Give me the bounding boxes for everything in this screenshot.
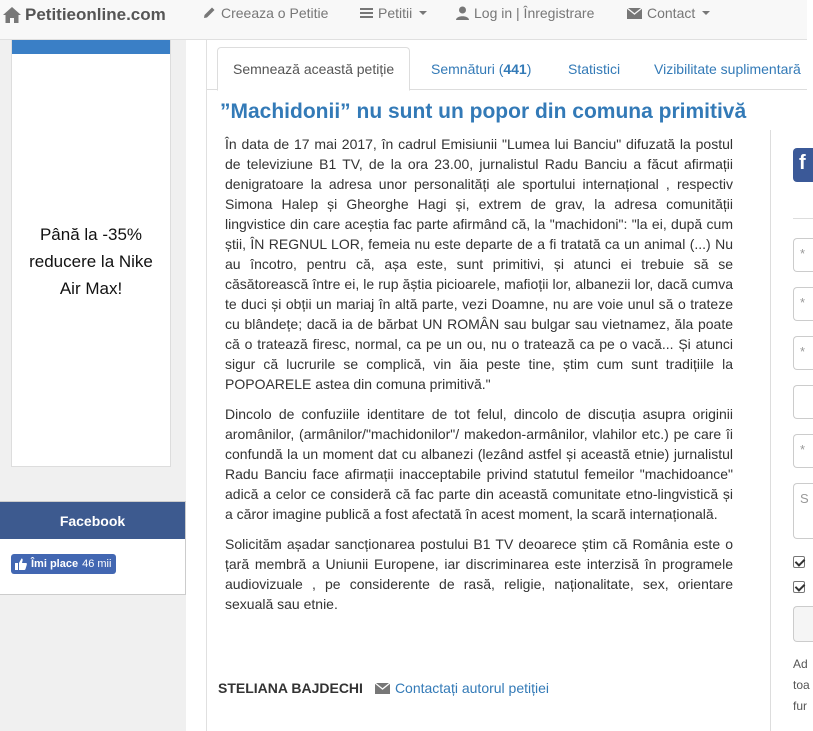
- user-icon: [456, 6, 469, 20]
- signature-form-partial: [770, 130, 810, 731]
- chevron-down-icon: [419, 11, 427, 15]
- thumbs-up-icon: [15, 558, 27, 570]
- form-textarea[interactable]: S: [793, 483, 813, 539]
- column-divider: [206, 40, 207, 731]
- facebook-connect-button[interactable]: f: [793, 148, 813, 182]
- envelope-icon: [627, 8, 642, 19]
- tab-signatures-count: 441: [503, 60, 527, 77]
- tab-signatures-prefix: Semnături (: [431, 60, 504, 77]
- nav-login[interactable]: [456, 4, 594, 22]
- petition-paragraph: Dincolo de confuziile identitare de tot felul, dincolo de discuția asupra originii aromânilor, (armânilor/"machidonilor"/ makedon-armânilor, vlahilor etc.) pe care îi confundă la un moment dat cu albanezi (lezând astfel și această etnie) jurnalistul Radu Banciu face afirmații inacceptabile privind statutul femeilor "machidoance" adică a celor ce consideră că fac parte din această comunitate etno-lingvistică și a căror imagine publică a fost afectată în acest moment, la scară internațională.: [225, 406, 733, 522]
- petition-paragraph: Solicităm așadar sancționarea postului B1 TV deoarece știm că România este o țară membră a Uniunii Europene, iar discriminarea este interzisă în programele audiovizuale , pe considerente de rasă, religie, naționalitate, sex, orientare sexuală sau etnie.: [225, 536, 733, 612]
- ad-banner[interactable]: [11, 40, 171, 467]
- form-field[interactable]: *: [793, 238, 813, 272]
- tab-sign-label: Semnează această petiție: [233, 61, 395, 77]
- author-row: [218, 678, 549, 698]
- form-footer-text: fur: [793, 699, 808, 713]
- contact-author-link[interactable]: [375, 680, 549, 696]
- form-field[interactable]: [793, 385, 813, 419]
- form-field[interactable]: *: [793, 336, 813, 370]
- nav-contact-label: Contact: [647, 5, 696, 21]
- home-icon: [2, 6, 22, 24]
- contact-author-label: Contactați autorul petiției: [394, 680, 550, 696]
- ad-text: Până la -35% reducere la Nike Air Max!: [29, 225, 153, 298]
- petition-text: [225, 134, 733, 624]
- nav-contact-dropdown[interactable]: [627, 4, 710, 22]
- nav-login-label: Log in | Înregistrare: [474, 5, 595, 21]
- page-title: ”Machidonii” nu sunt un popor din comuna primitivă: [220, 100, 747, 123]
- facebook-widget: [0, 501, 186, 595]
- left-sidebar: [0, 40, 186, 731]
- facebook-widget-title: Facebook: [0, 502, 185, 539]
- form-checkbox[interactable]: [793, 556, 805, 568]
- tab-signatures[interactable]: [431, 47, 531, 90]
- form-checkbox[interactable]: [793, 581, 805, 593]
- facebook-like-button[interactable]: [11, 554, 116, 574]
- nav-petitions-label: Petitii: [378, 5, 413, 21]
- envelope-icon: [375, 683, 390, 694]
- petition-paragraph: În data de 17 mai 2017, în cadrul Emisiunii "Lumea lui Banciu" difuzată la postul de televiziune B1 TV, de la ora 23.00, jurnalistul Radu Banciu a făcut afirmații denigratoare la adresa unor personalități ale sportului internațional , respectiv Simona Halep și Gheorghe Hagi și, extrem de grav, la adresa comunității lingvistice din care aceștia fac parte afirmând că, la "machidoni": "la ei, după cum știi, ÎN REGNUL LOR, femeia nu este departe de a fi tratată ca un animal (...) Nu au încotro, pentru că, așa este, sunt primitivi, și atunci ei trebuie să se căsătorească între ei, le rup ăștia picioarele, mafioții lor, albanezii lor, dacă cumva te duci și obții un mariaj în altă parte, vezi Doamne, nu are voie unul să o trateze cu blândețe; dacă ia de bărbat UN ROMÂN sau bulgar sau vietnamez, ăla poate că o tratează firesc, normal, ca pe un ou, nu o tratează ca pe o vacă... Și atunci sigur că lucrurile se complică, vin ăia peste tine, știm cum sunt tradițiile la POPOARELE astea din comuna primitivă.": [225, 136, 733, 392]
- list-icon: [360, 7, 373, 19]
- tab-statistics[interactable]: [568, 47, 620, 90]
- form-footer-text: toa: [793, 678, 810, 692]
- petition-tabs: [207, 47, 807, 90]
- ad-top-bar: [12, 40, 170, 54]
- form-footer-text: Ad: [793, 657, 808, 671]
- tab-visibility[interactable]: [654, 47, 801, 90]
- sign-button[interactable]: [793, 606, 813, 642]
- form-field[interactable]: *: [793, 434, 813, 468]
- facebook-like-label: Îmi place: [31, 558, 79, 570]
- tab-visibility-label: Vizibilitate suplimentară: [654, 60, 801, 77]
- tab-sign[interactable]: [217, 47, 410, 91]
- brand-link[interactable]: [2, 4, 166, 26]
- tab-signatures-suffix: ): [526, 60, 532, 77]
- form-field[interactable]: *: [793, 287, 813, 321]
- pencil-icon: [202, 6, 216, 20]
- nav-petitions-dropdown[interactable]: [360, 4, 427, 22]
- brand-name: Petitieonline.com: [25, 5, 166, 24]
- chevron-down-icon: [702, 11, 710, 15]
- nav-create-petition[interactable]: [202, 4, 328, 22]
- nav-create-label: Creeaza o Petitie: [221, 5, 329, 21]
- top-navbar: [0, 0, 807, 40]
- form-divider: [793, 218, 813, 219]
- tab-statistics-label: Statistici: [568, 60, 621, 77]
- facebook-like-count: 46 mii: [82, 558, 112, 570]
- author-name: STELIANA BAJDECHI: [218, 680, 363, 696]
